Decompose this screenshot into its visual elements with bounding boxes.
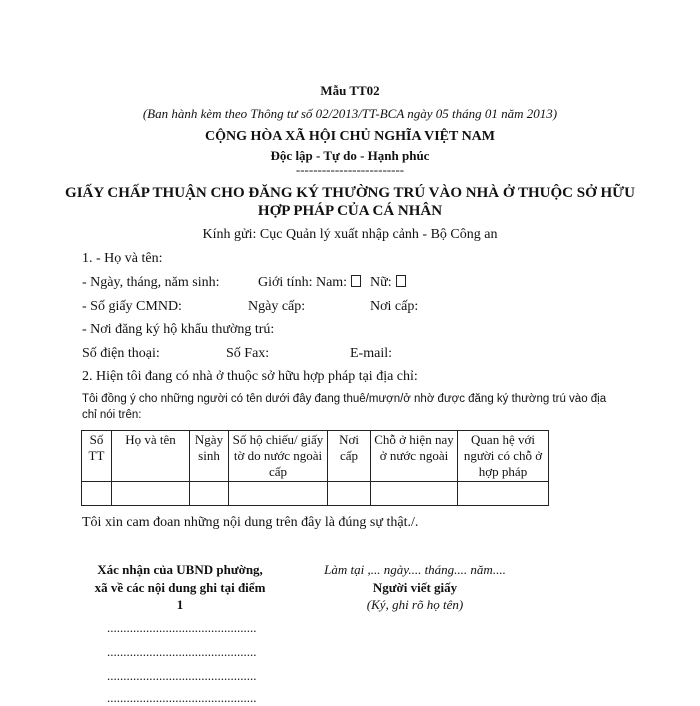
writer-label: Người viết giấy <box>372 580 458 595</box>
document-title-line1: GIẤY CHẤP THUẬN CHO ĐĂNG KÝ THƯỜNG TRÚ VÀO NHÀ Ở THUỘC SỞ HỮU <box>65 185 635 201</box>
table-cell[interactable] <box>371 482 458 506</box>
document-title-line2: HỢP PHÁP CỦA CÁ NHÂN <box>257 203 443 219</box>
header-cell-place: Nơi cấp <box>328 431 371 482</box>
field-issue-place: Nơi cấp: <box>370 299 419 314</box>
gender-label: Giới tính: Nam: <box>258 275 348 290</box>
consent-line2: chỉ nói trên: <box>82 409 142 421</box>
field-residence: - Nơi đăng ký hộ khẩu thường trú: <box>82 322 275 337</box>
table-cell[interactable] <box>229 482 328 506</box>
header-cell-stt: Số TT <box>82 431 112 482</box>
field-email: E-mail: <box>350 346 392 361</box>
field-issue-date: Ngày cấp: <box>248 299 306 314</box>
consent-line1: Tôi đồng ý cho những người có tên dưới đây đang thuê/mượn/ở nhờ được đăng ký thường trú vào địa <box>82 393 607 405</box>
recipient: Kính gửi: Cục Quản lý xuất nhập cảnh - Bộ Công an <box>202 227 498 242</box>
male-checkbox[interactable] <box>351 275 361 287</box>
field-gender <box>258 275 361 291</box>
table-cell[interactable] <box>112 482 190 506</box>
left-sign-dots-3: .............................................. <box>107 668 257 683</box>
header-cell-residence: Chỗ ở hiện nay ở nước ngoài <box>371 431 458 482</box>
left-sign-dots-1: .............................................. <box>107 620 257 635</box>
commitment: Tôi xin cam đoan những nội dung trên đây là đúng sự thật./. <box>82 515 419 530</box>
field-dob: - Ngày, tháng, năm sinh: <box>82 275 220 290</box>
left-sign-line1: Xác nhận của UBND phường, <box>97 562 263 577</box>
field-name: 1. - Họ và tên: <box>82 251 163 266</box>
left-sign-line3: 1 <box>176 597 184 612</box>
header-cell-name: Họ và tên <box>112 431 190 482</box>
female-label: Nữ: <box>370 275 392 290</box>
left-sign-dots-2: .............................................. <box>107 644 257 659</box>
form-code: Mẫu TT02 <box>320 83 380 98</box>
left-sign-line2: xã về các nội dung ghi tại điểm <box>94 580 266 595</box>
table-cell[interactable] <box>458 482 549 506</box>
female-checkbox[interactable] <box>396 275 406 287</box>
field-phone: Số điện thoại: <box>82 346 160 361</box>
field-female <box>370 275 406 291</box>
table-cell[interactable] <box>190 482 229 506</box>
header-cell-dob: Ngày sinh <box>190 431 229 482</box>
header-cell-relation: Quan hệ với người có chỗ ở hợp pháp <box>458 431 549 482</box>
left-sign-dots-4: .............................................. <box>107 690 257 705</box>
place-date: Làm tại ,... ngày.... tháng.... năm.... <box>324 562 506 577</box>
table-cell[interactable] <box>82 482 112 506</box>
header-cell-passport: Số hộ chiếu/ giấy tờ do nước ngoài cấp <box>229 431 328 482</box>
field-fax: Số Fax: <box>226 346 270 361</box>
table-cell[interactable] <box>328 482 371 506</box>
field-house: 2. Hiện tôi đang có nhà ở thuộc sở hữu hợp pháp tại địa chỉ: <box>82 369 418 384</box>
sign-note: (Ký, ghi rõ họ tên) <box>366 597 464 612</box>
field-id-no: - Số giấy CMND: <box>82 299 182 314</box>
header-separator: ------------------------- <box>295 162 405 177</box>
persons-table <box>81 430 549 506</box>
issued-note: (Ban hành kèm theo Thông tư số 02/2013/TT-BCA ngày 05 tháng 01 năm 2013) <box>142 106 558 121</box>
table-row <box>82 482 549 506</box>
table-header-row <box>82 431 549 482</box>
motto: Độc lập - Tự do - Hạnh phúc <box>270 148 430 163</box>
country-name: CỘNG HÒA XÃ HỘI CHỦ NGHĨA VIỆT NAM <box>204 129 495 144</box>
